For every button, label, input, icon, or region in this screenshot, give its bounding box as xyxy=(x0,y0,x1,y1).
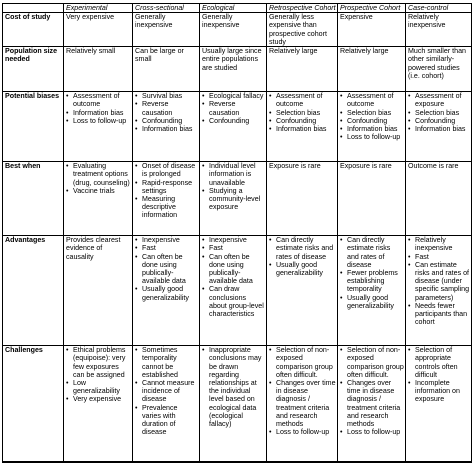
row-header-best: Best when xyxy=(3,162,64,236)
bullet-item: • Assessment of outcome xyxy=(269,92,336,108)
bullet-item: • Selection bias xyxy=(269,109,336,117)
bullet-item: • Can directly estimate risks and rates of disease xyxy=(269,236,336,261)
bullet-item: • Prevalence varies with duration of disease xyxy=(135,404,198,437)
cell-cost-retrospective-cohort: Generally less expensive than prospective cohort study xyxy=(267,13,338,47)
bullet-list xyxy=(66,162,131,195)
cell-cost-experimental: Very expensive xyxy=(64,13,133,47)
bullet-item: • Loss to follow-up xyxy=(66,117,131,125)
bullet-item: • Information bias xyxy=(66,109,131,117)
cell-population-ecological: Usually large since entire populations are studied xyxy=(200,47,267,92)
cell-challenges-prospective-cohort xyxy=(338,346,406,463)
row-header-cost: Cost of study xyxy=(3,13,64,47)
bullet-item: • Assessment of outcome xyxy=(340,92,404,108)
cell-advantages-ecological xyxy=(200,236,267,346)
cell-cost-prospective-cohort: Expensive xyxy=(338,13,406,47)
bullet-item: • Inexpensive xyxy=(135,236,198,244)
bullet-item: • Assessment of exposure xyxy=(408,92,470,108)
cell-challenges-retrospective-cohort xyxy=(267,346,338,463)
column-header-ecological: Ecological xyxy=(200,4,267,13)
cell-bias-ecological xyxy=(200,92,267,162)
column-header-experimental: Experimental xyxy=(64,4,133,13)
row-header-bias: Potential biases xyxy=(3,92,64,162)
bullet-item: • Selection of appropriate controls often difficult xyxy=(408,346,470,379)
cell-cost-cross-sectional: Generally inexpensive xyxy=(133,13,200,47)
bullet-item: • Fast xyxy=(202,244,265,252)
cell-advantages-retrospective-cohort xyxy=(267,236,338,346)
cell-advantages-experimental: Provides clearest evidence of causality xyxy=(64,236,133,346)
table-row-bias xyxy=(3,92,472,162)
table-body xyxy=(3,13,472,463)
cell-advantages-prospective-cohort xyxy=(338,236,406,346)
cell-cost-case-control: Relatively inexpensive xyxy=(406,13,472,47)
bullet-item: • Usually good generalizability xyxy=(135,285,198,301)
bullet-item: • Confounding xyxy=(135,117,198,125)
bullet-item: • Confounding xyxy=(269,117,336,125)
bullet-item: • Fast xyxy=(408,253,470,261)
bullet-list xyxy=(408,92,470,133)
bullet-item: • Changes over time in disease diagnosis / treatment criteria and research methods xyxy=(269,379,336,428)
bullet-item: • Sometimes temporality cannot be established xyxy=(135,346,198,379)
bullet-list xyxy=(202,236,265,318)
bullet-list xyxy=(408,346,470,403)
bullet-list xyxy=(66,346,131,403)
bullet-list xyxy=(340,236,404,310)
bullet-item: • Selection of non-exposed comparison group often difficult. xyxy=(269,346,336,379)
bullet-list xyxy=(135,346,198,436)
bullet-item: • Very expensive xyxy=(66,395,131,403)
bullet-list xyxy=(202,92,265,125)
cell-best-prospective-cohort: Exposure is rare xyxy=(338,162,406,236)
cell-best-cross-sectional xyxy=(133,162,200,236)
bullet-item: • Usually good generalizability xyxy=(269,261,336,277)
cell-bias-case-control xyxy=(406,92,472,162)
cell-best-case-control: Outcome is rare xyxy=(406,162,472,236)
bullet-item: • Loss to follow-up xyxy=(269,428,336,436)
bullet-item: • Can often be done using publically-available data xyxy=(202,253,265,286)
cell-population-experimental: Relatively small xyxy=(64,47,133,92)
bullet-list xyxy=(202,162,265,211)
column-header-prospective-cohort: Prospective Cohort xyxy=(338,4,406,13)
bullet-list xyxy=(135,236,198,302)
bullet-item: • Rapid-response settings xyxy=(135,179,198,195)
cell-challenges-case-control xyxy=(406,346,472,463)
column-header-cross-sectional: Cross-sectional xyxy=(133,4,200,13)
cell-advantages-case-control xyxy=(406,236,472,346)
bullet-item: • Can directly estimate risks and rates of disease xyxy=(340,236,404,269)
bullet-item: • Ethical problems (equipoise): very few exposures can be assigned xyxy=(66,346,131,379)
bullet-item: • Can draw conclusions about group-level characteristics xyxy=(202,285,265,318)
bullet-item: • Selection bias xyxy=(340,109,404,117)
cell-best-experimental xyxy=(64,162,133,236)
row-header-population: Population size needed xyxy=(3,47,64,92)
bullet-item: • Measuring descriptive information xyxy=(135,195,198,220)
bullet-item: • Reverse causation xyxy=(202,100,265,116)
cell-population-prospective-cohort: Relatively large xyxy=(338,47,406,92)
bullet-item: • Loss to follow-up xyxy=(340,133,404,141)
bullet-list xyxy=(408,236,470,326)
bullet-item: • Changes over time in disease diagnosis / treatment criteria and research methods xyxy=(340,379,404,428)
bullet-item: • Selection bias xyxy=(408,109,470,117)
cell-bias-cross-sectional xyxy=(133,92,200,162)
table-row-cost xyxy=(3,13,472,47)
bullet-item: • Reverse causation xyxy=(135,100,198,116)
bullet-item: • Relatively inexpensive xyxy=(408,236,470,252)
bullet-list xyxy=(135,162,198,219)
bullet-item: • Inappropriate conclusions may be drawn regarding relationships at the individual level based on ecological data (ecological fallacy) xyxy=(202,346,265,428)
bullet-item: • Onset of disease is prolonged xyxy=(135,162,198,178)
row-header-challenges: Challenges xyxy=(3,346,64,463)
bullet-item: • Information bias xyxy=(340,125,404,133)
bullet-item: • Vaccine trials xyxy=(66,187,131,195)
cell-best-ecological xyxy=(200,162,267,236)
bullet-item: • Evaluating treatment options (drug, counseling) xyxy=(66,162,131,187)
bullet-item: • Information bias xyxy=(135,125,198,133)
bullet-item: • Needs fewer participants than cohort xyxy=(408,302,470,327)
cell-challenges-ecological xyxy=(200,346,267,463)
column-header-case-control: Case-control xyxy=(406,4,472,13)
bullet-item: • Fast xyxy=(135,244,198,252)
cell-bias-prospective-cohort xyxy=(338,92,406,162)
bullet-list xyxy=(66,92,131,125)
bullet-list xyxy=(269,346,336,436)
bullet-list xyxy=(202,346,265,428)
column-header-retrospective-cohort: Retrospective Cohort xyxy=(267,4,338,13)
bullet-item: • Survival bias xyxy=(135,92,198,100)
cell-population-retrospective-cohort: Relatively large xyxy=(267,47,338,92)
bullet-item: • Can often be done using publically-available data xyxy=(135,253,198,286)
cell-bias-experimental xyxy=(64,92,133,162)
table-row-population xyxy=(3,47,472,92)
bullet-item: • Usually good generalizability xyxy=(340,294,404,310)
table-row-advantages xyxy=(3,236,472,346)
cell-population-case-control: Much smaller than other similarly-powered studies (i.e. cohort) xyxy=(406,47,472,92)
cell-population-cross-sectional: Can be large or small xyxy=(133,47,200,92)
header-corner xyxy=(3,4,64,13)
bullet-list xyxy=(340,346,404,436)
bullet-list xyxy=(340,92,404,141)
table-row-best xyxy=(3,162,472,236)
bullet-list xyxy=(135,92,198,133)
cell-bias-retrospective-cohort xyxy=(267,92,338,162)
header-row xyxy=(3,4,472,13)
bullet-item: • Selection of non-exposed comparison group often difficult. xyxy=(340,346,404,379)
cell-cost-ecological: Generally inexpensive xyxy=(200,13,267,47)
bullet-item: • Ecological fallacy xyxy=(202,92,265,100)
bullet-item: • Fewer problems establishing temporality xyxy=(340,269,404,294)
cell-challenges-cross-sectional xyxy=(133,346,200,463)
bullet-item: • Cannot measure incidence of disease xyxy=(135,379,198,404)
row-header-advantages: Advantages xyxy=(3,236,64,346)
bullet-item: • Low generalizability xyxy=(66,379,131,395)
bullet-item: • Confounding xyxy=(202,117,265,125)
bullet-list xyxy=(269,92,336,133)
bullet-item: • Assessment of outcome xyxy=(66,92,131,108)
table-row-challenges xyxy=(3,346,472,463)
bullet-item: • Confounding xyxy=(340,117,404,125)
bullet-item: • Loss to follow-up xyxy=(340,428,404,436)
bullet-item: • Information bias xyxy=(269,125,336,133)
study-design-table xyxy=(2,3,472,463)
bullet-item: • Confounding xyxy=(408,117,470,125)
bullet-list xyxy=(269,236,336,277)
bullet-item: • Inexpensive xyxy=(202,236,265,244)
bullet-item: • Incomplete information on exposure xyxy=(408,379,470,404)
bullet-item: • Individual level information is unavailable xyxy=(202,162,265,187)
bullet-item: • Can estimate risks and rates of disease (under specific sampling parameters) xyxy=(408,261,470,302)
cell-advantages-cross-sectional xyxy=(133,236,200,346)
bullet-item: • Information bias xyxy=(408,125,470,133)
cell-challenges-experimental xyxy=(64,346,133,463)
cell-best-retrospective-cohort: Exposure is rare xyxy=(267,162,338,236)
bullet-item: • Studying a community-level exposure xyxy=(202,187,265,212)
